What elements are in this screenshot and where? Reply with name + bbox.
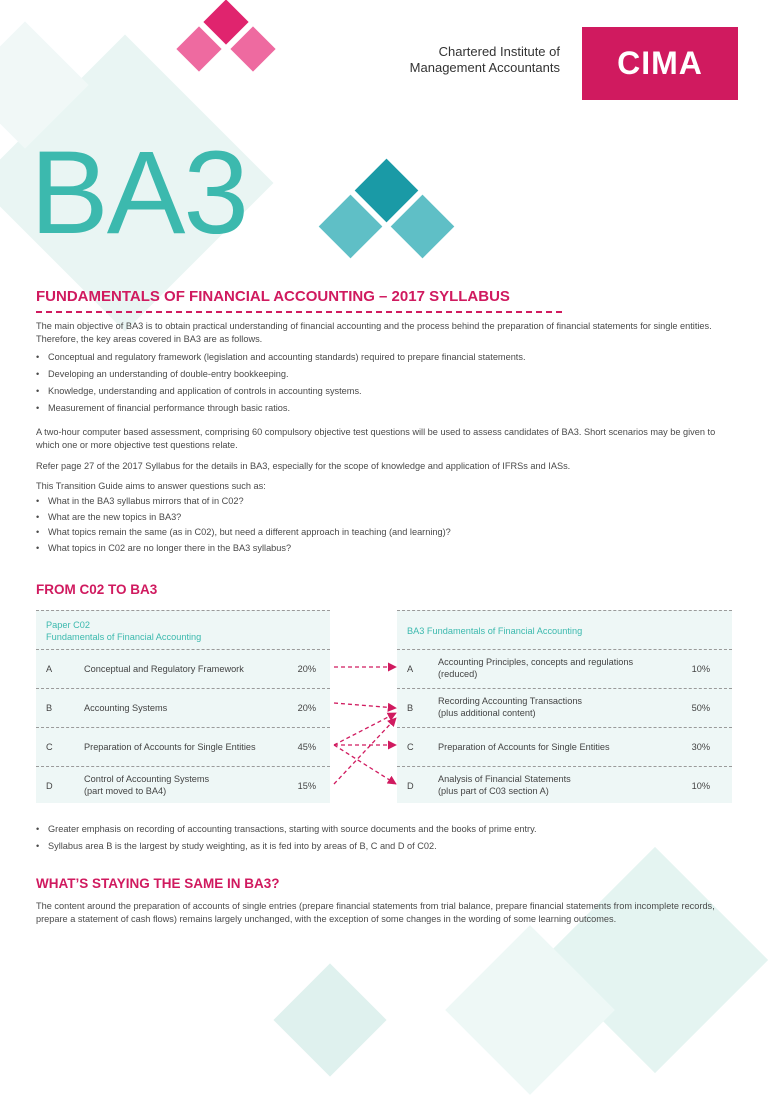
row-weight: 10% <box>691 664 710 674</box>
row-topic: Preparation of Accounts for Single Entities <box>438 742 610 752</box>
list-item: • Developing an understanding of double-entry bookkeeping. <box>36 366 736 383</box>
row-letter: C <box>46 742 53 752</box>
row-weight: 20% <box>297 703 316 713</box>
c02-heading-line2: Fundamentals of Financial Accounting <box>46 632 202 642</box>
row-letter: D <box>46 781 53 791</box>
c02-heading-line1: Paper C02 <box>46 620 90 630</box>
staying-paragraph: The content around the preparation of accounts of single entries (prepare financial statements from trial balance, prepare financial statements from incomplete records, prepare a statement of cash flows) remains largely unchanged, with the exception of some changes in the wording of some learning outcomes. <box>36 901 715 924</box>
arrow-b-to-b <box>334 703 396 708</box>
mapping-notes <box>36 821 736 855</box>
row-topic-note: (part moved to BA4) <box>84 786 167 796</box>
ba3-table-heading: BA3 Fundamentals of Financial Accounting <box>407 626 583 636</box>
row-weight: 30% <box>691 742 710 752</box>
assessment-paragraph: A two-hour computer based assessment, comprising 60 compulsory objective test questions will be used to assess candidates of BA3. Short scenarios may be given to which one or more objective test questions relate. <box>36 427 716 450</box>
list-item: • Greater emphasis on recording of accounting transactions, starting with source documents and the books of prime entry. <box>36 821 736 838</box>
list-item: • Syllabus area B is the largest by study weighting, as it is fed into by areas of B, C and D of C02. <box>36 838 736 855</box>
row-topic-note: (plus part of C03 section A) <box>438 786 549 796</box>
list-item: • Knowledge, understanding and application of controls in accounting systems. <box>36 383 736 400</box>
row-weight: 45% <box>297 742 316 752</box>
row-weight: 20% <box>297 664 316 674</box>
mapping-heading: FROM C02 TO BA3 <box>36 582 158 597</box>
row-letter: D <box>407 781 414 791</box>
list-item: • Measurement of financial performance through basic ratios. <box>36 400 736 417</box>
list-item: • Conceptual and regulatory framework (legislation and accounting standards) required to prepare financial statements. <box>36 349 736 366</box>
row-topic-note: (reduced) <box>438 669 478 679</box>
row-topic-note: (plus additional content) <box>438 708 536 718</box>
org-name-line1: Chartered Institute of <box>438 44 560 59</box>
list-item: • What are the new topics in BA3? <box>36 510 736 526</box>
row-weight: 10% <box>691 781 710 791</box>
row-topic: Preparation of Accounts for Single Entities <box>84 742 256 752</box>
row-letter: B <box>407 703 414 713</box>
page-title: FUNDAMENTALS OF FINANCIAL ACCOUNTING – 2017 SYLLABUS <box>36 288 510 305</box>
guide-intro: This Transition Guide aims to answer questions such as: <box>36 481 266 491</box>
paper-code: BA3 <box>30 127 248 259</box>
row-weight: 50% <box>691 703 710 713</box>
row-letter: A <box>46 664 53 674</box>
refer-paragraph: Refer page 27 of the 2017 Syllabus for the details in BA3, especially for the scope of knowledge and application of IFRSs and IASs. <box>36 461 571 471</box>
arrow-c-to-b <box>334 713 396 745</box>
arrow-d-to-b <box>334 718 396 784</box>
row-topic: Conceptual and Regulatory Framework <box>84 664 244 674</box>
row-letter: B <box>46 703 53 713</box>
staying-heading: WHAT’S STAYING THE SAME IN BA3? <box>36 876 280 891</box>
row-topic: Accounting Systems <box>84 703 168 713</box>
row-letter: A <box>407 664 414 674</box>
row-topic: Analysis of Financial Statements <box>438 774 571 784</box>
list-item: • What topics in C02 are no longer there in the BA3 syllabus? <box>36 541 736 557</box>
list-item: • What topics remain the same (as in C02), but need a different approach in teaching (and learning)? <box>36 525 736 541</box>
row-letter: C <box>407 742 414 752</box>
row-topic: Accounting Principles, concepts and regulations <box>438 657 634 667</box>
row-topic: Control of Accounting Systems <box>84 774 210 784</box>
objective-paragraph: The main objective of BA3 is to obtain practical understanding of financial accounting and the process behind the preparation of financial statements for single entities. Therefore, the key areas covered in BA3 are as follows. <box>36 321 712 344</box>
row-topic: Recording Accounting Transactions <box>438 696 583 706</box>
org-name-line2: Management Accountants <box>409 60 560 75</box>
list-item: • What in the BA3 syllabus mirrors that of in C02? <box>36 494 736 510</box>
row-weight: 15% <box>297 781 316 791</box>
logo-text: CIMA <box>617 45 703 81</box>
